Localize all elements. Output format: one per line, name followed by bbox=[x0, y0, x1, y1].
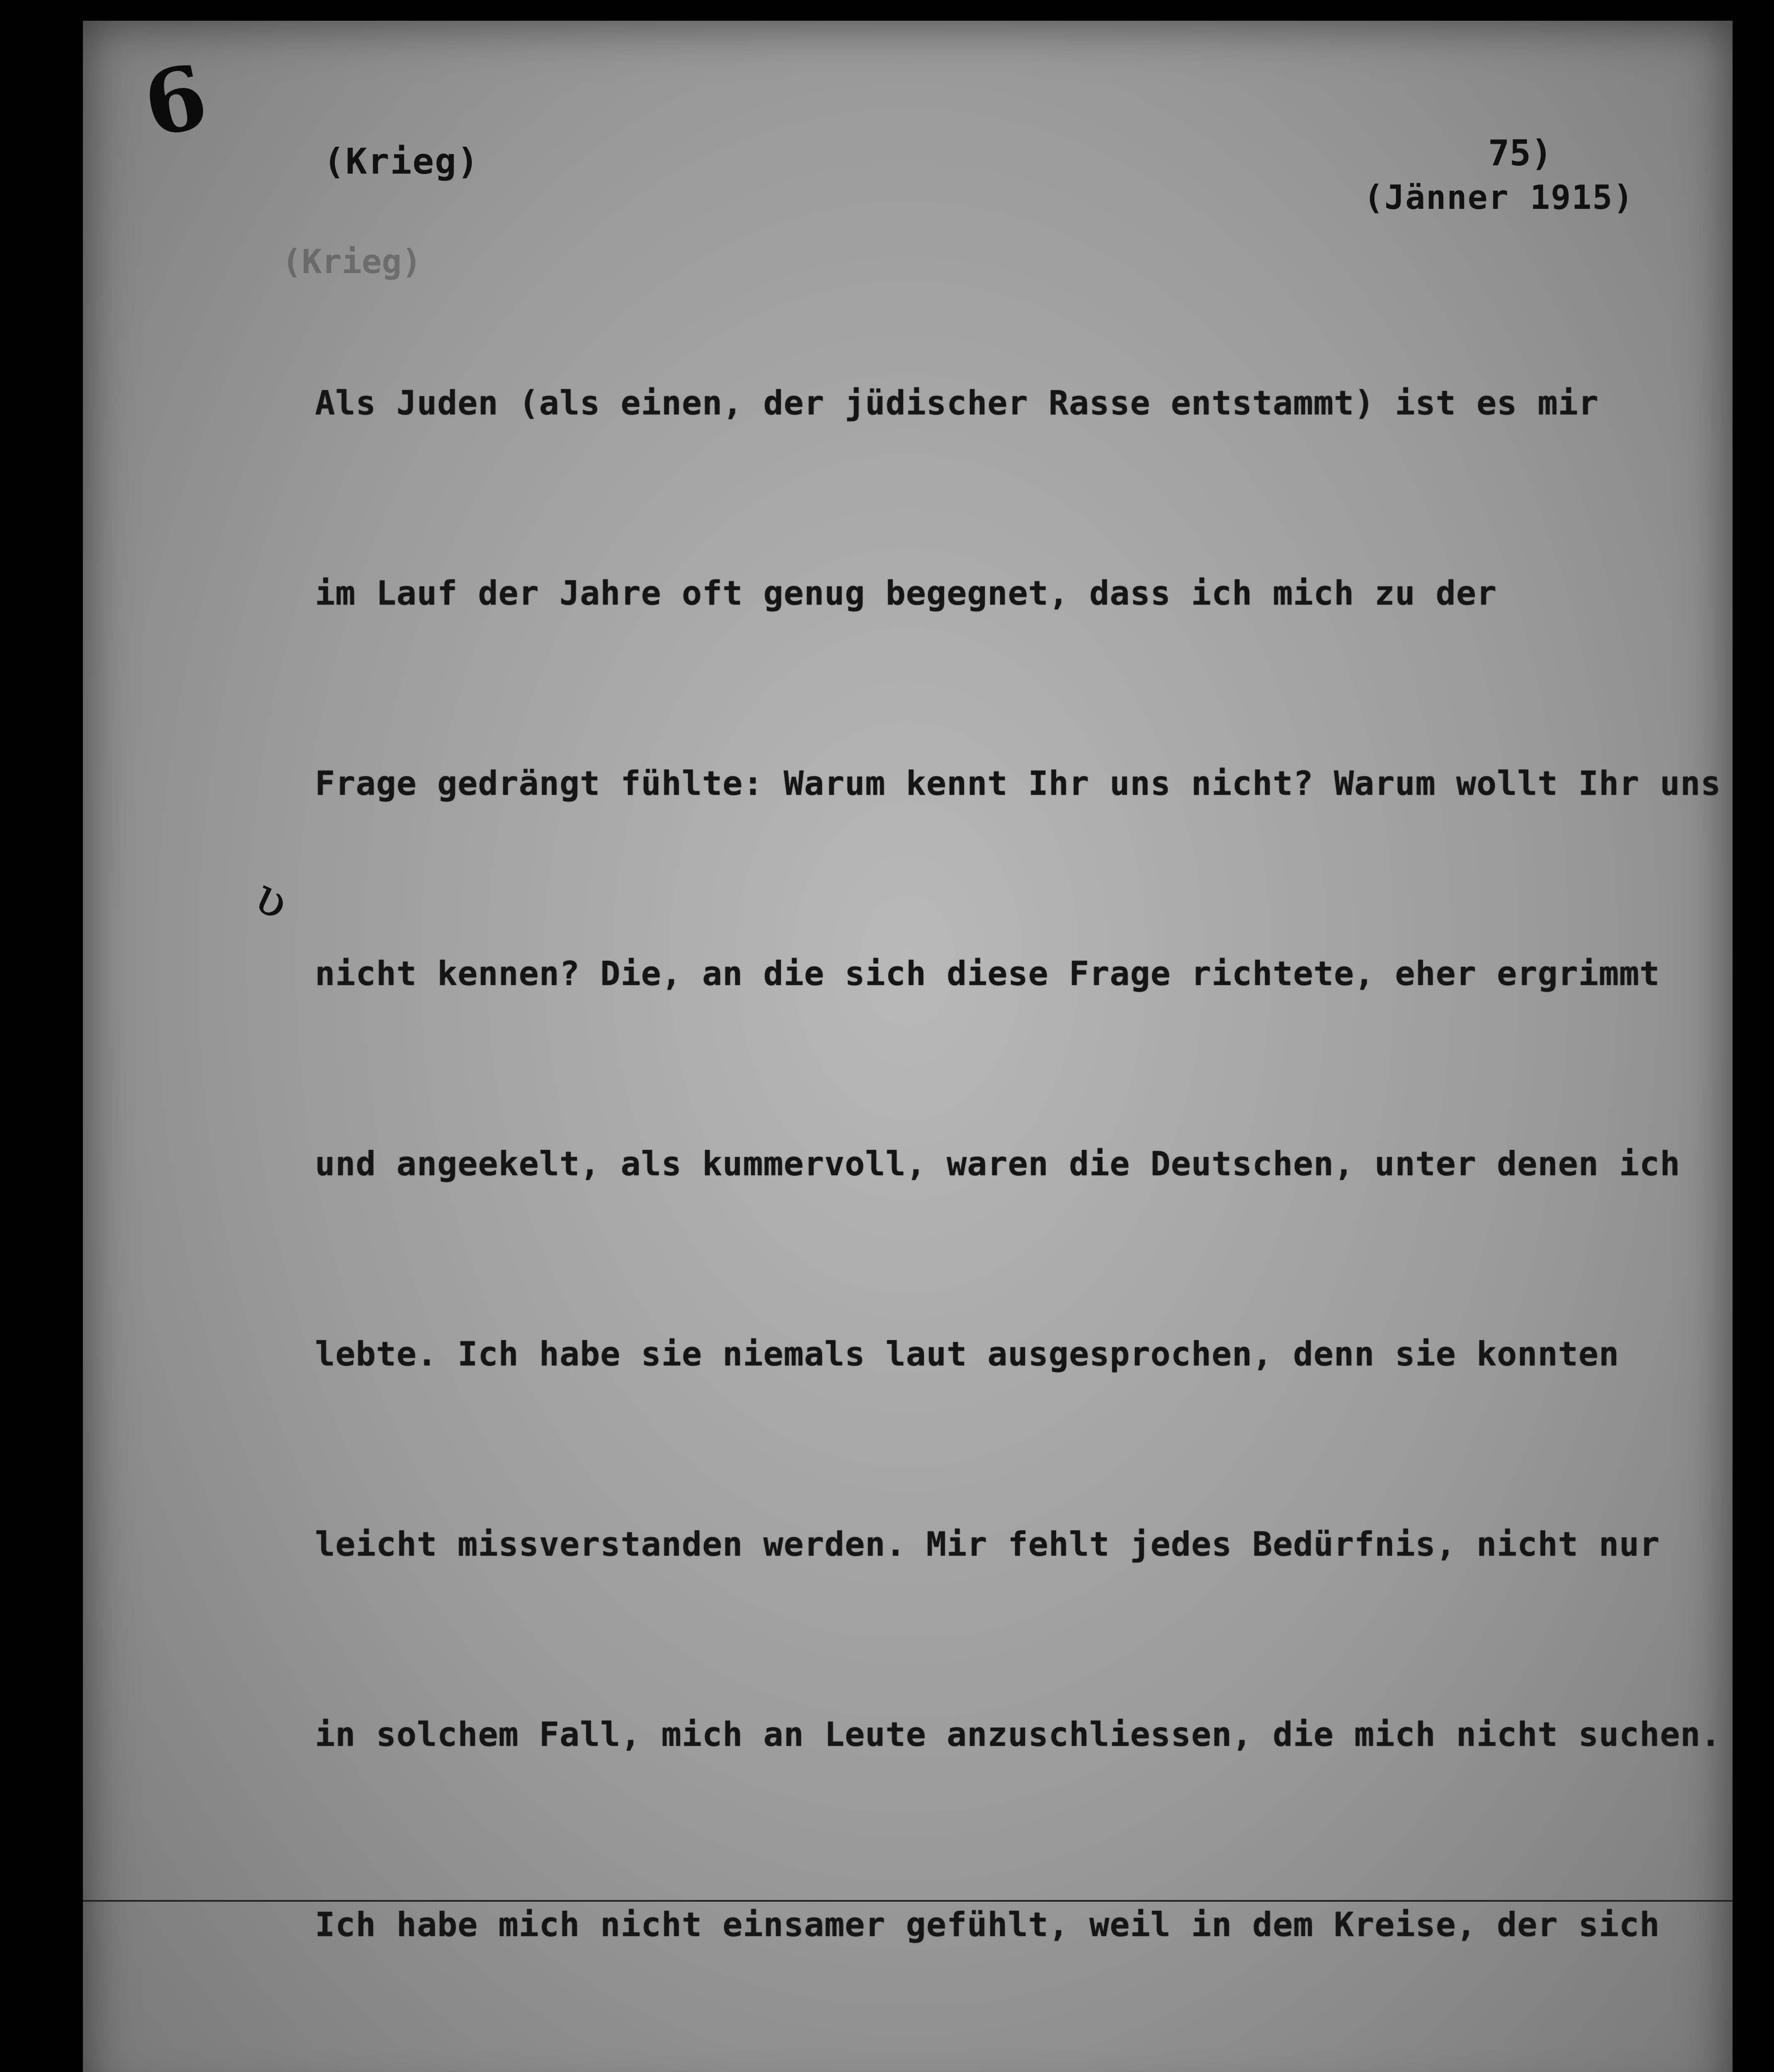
film-scratch-line bbox=[83, 1900, 1733, 1902]
text-line: Frage gedrängt fühlte: Warum kennt Ihr uns nicht? Warum wollt Ihr uns bbox=[315, 764, 1721, 803]
margin-pencil-mark: ʋ bbox=[246, 867, 298, 932]
text-line: leicht missverstanden werden. Mir fehlt jedes Bedürfnis, nicht nur bbox=[315, 1525, 1660, 1564]
typed-body-text bbox=[315, 244, 1733, 2072]
ghost-show-through-text: (Krieg) bbox=[282, 242, 422, 281]
section-heading: (Krieg) bbox=[323, 141, 480, 182]
text-line: im Lauf der Jahre oft genug begegnet, dass ich mich zu der bbox=[315, 574, 1497, 612]
text-line: Ich habe mich nicht einsamer gefühlt, weil in dem Kreise, der sich bbox=[315, 1905, 1660, 1944]
text-line: und angeekelt, als kummervoll, waren die Deutschen, unter denen ich bbox=[315, 1145, 1680, 1183]
document-page bbox=[83, 21, 1733, 2072]
text-line: lebte. Ich habe sie niemals laut ausgesprochen, denn sie konnten bbox=[315, 1335, 1619, 1373]
text-line: nicht kennen? Die, an die sich diese Frage richtete, eher ergrimmt bbox=[315, 954, 1660, 993]
text-line: in solchem Fall, mich an Leute anzuschliessen, die mich nicht suchen. bbox=[315, 1715, 1721, 1754]
page-number: 75) bbox=[1488, 133, 1553, 174]
text-line: Als Juden (als einen, der jüdischer Rasse entstammt) ist es mir bbox=[315, 384, 1599, 422]
corner-handwritten-mark: 6 bbox=[135, 44, 216, 157]
document-date: (Jänner 1915) bbox=[1364, 178, 1634, 217]
